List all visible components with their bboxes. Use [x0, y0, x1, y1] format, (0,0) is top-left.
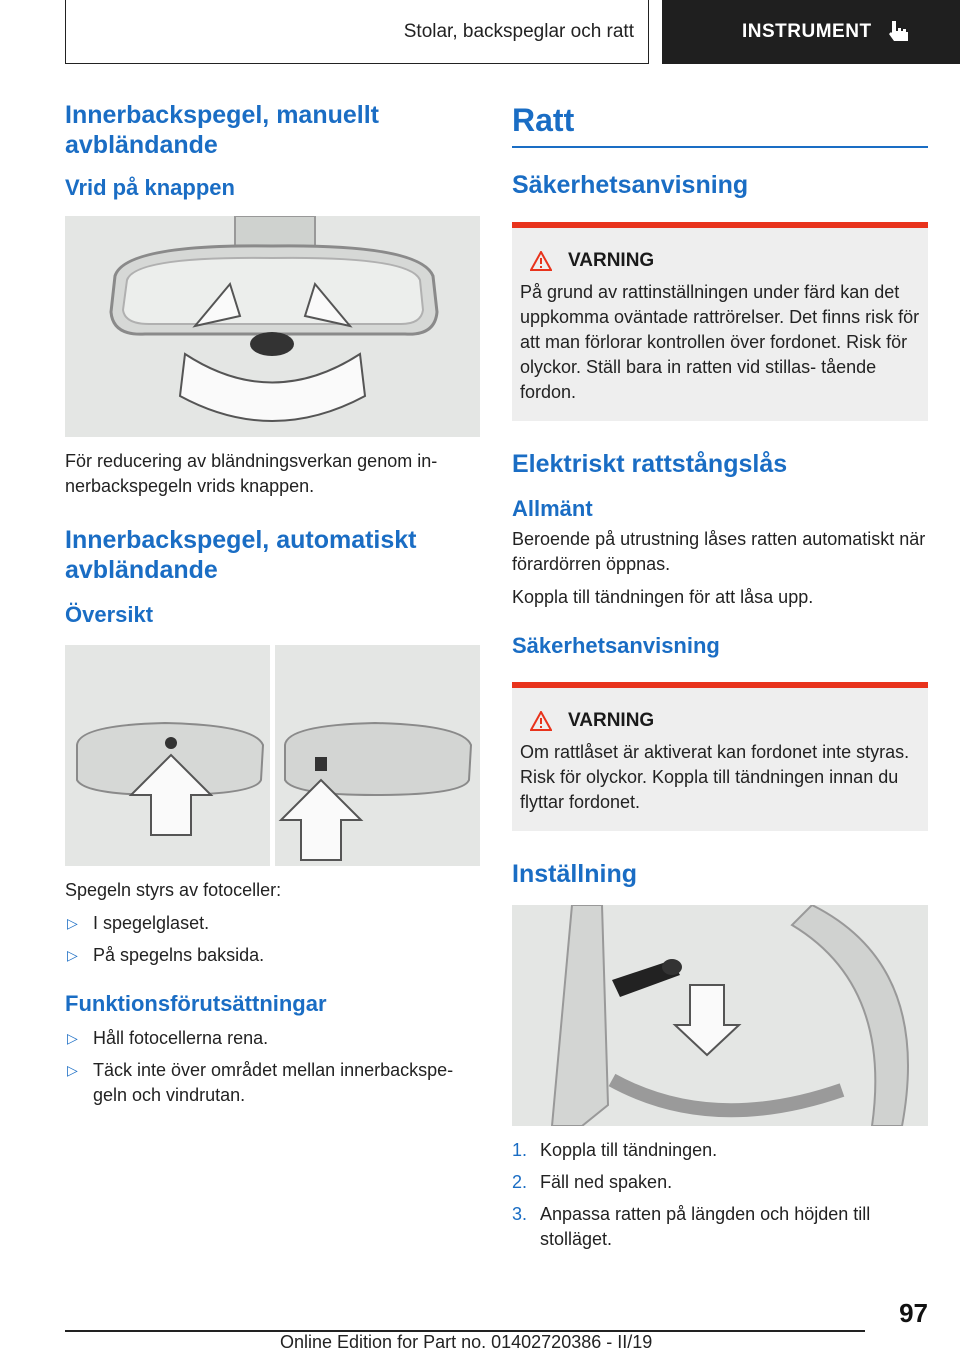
right-column — [512, 100, 928, 1259]
steering-lever-drawing — [512, 905, 928, 1126]
list-item: ▷ I spegelglaset. — [65, 911, 480, 936]
chapter-title: INSTRUMENT — [742, 21, 872, 42]
heading-auto-mirror: Innerbackspegel, automatiskt avbländande — [65, 526, 417, 584]
list-item: 3. Anpassa ratten på längden och höjden till stolläget. — [512, 1204, 871, 1249]
warning-text-2: Om rattlåset är aktiverat kan fordonet inte styras. Risk för olyckor. Koppla till tändningen innan du flyttar fordonet. — [520, 742, 910, 812]
edition-text: Online Edition for Part no. 01402720386 - II/19 — [280, 1332, 653, 1352]
triangle-bullet-icon: ▷ — [67, 947, 78, 963]
list-item: ▷ Täck inte över området mellan innerbackspe- geln och vindrutan. — [67, 1060, 454, 1105]
mirror-knob-drawing — [65, 216, 480, 437]
steering-lever-illustration — [512, 905, 928, 1126]
list-item: ▷ På spegelns baksida. — [65, 943, 480, 968]
triangle-bullet-icon: ▷ — [67, 915, 78, 931]
list-item: ▷ Håll fotocellerna rena. — [65, 1026, 480, 1051]
warning-box-1 — [512, 222, 928, 421]
left-column — [65, 100, 480, 1115]
auto-mirror-illustration — [65, 645, 480, 866]
auto-lock-text: Beroende på utrustning låses ratten automatiskt när förardörren öppnas. — [512, 529, 926, 574]
heading-general: Allmänt — [512, 496, 593, 521]
heading-rule — [512, 146, 928, 148]
triangle-bullet-icon: ▷ — [67, 1030, 78, 1046]
chapter-tab — [662, 0, 960, 64]
heading-turn-knob: Vrid på knappen — [65, 175, 235, 200]
warning-text-1: På grund av rattinställningen under färd kan det uppkomma oväntade rattrörelser. Det finns risk för att man förlorar kontrollen över fordonet. Risk för olyckor. Ställ bara in ratten vid stillas- tående fordon. — [520, 282, 920, 402]
heading-steering-wheel: Ratt — [512, 102, 575, 138]
warning-header: VARNING — [530, 710, 920, 732]
photocell-list — [65, 911, 480, 968]
adjustment-steps — [512, 1138, 928, 1252]
warning-triangle-icon — [530, 711, 552, 731]
photocell-intro: Spegeln styrs av fotoceller: — [65, 880, 282, 900]
heading-adjustment: Inställning — [512, 860, 637, 888]
pointing-hand-icon — [886, 19, 912, 45]
warning-header: VARNING — [530, 250, 920, 272]
heading-safety-1: Säkerhetsanvisning — [512, 171, 749, 199]
list-item: 2. Fäll ned spaken. — [512, 1172, 673, 1192]
warning-triangle-icon — [530, 251, 552, 271]
reduce-glare-text: För reducering av bländningsverkan genom in- nerbackspegeln vrids knappen. — [65, 451, 438, 496]
warning-box-2 — [512, 682, 928, 831]
section-tab — [65, 0, 649, 64]
heading-safety-2: Säkerhetsanvisning — [512, 633, 720, 658]
heading-manual-mirror: Innerbackspegel, manuellt avbländande — [65, 101, 379, 159]
conditions-list — [65, 1026, 480, 1108]
heading-electric-lock: Elektriskt rattstångslås — [512, 450, 788, 478]
heading-overview: Översikt — [65, 602, 154, 627]
mirror-knob-illustration — [65, 216, 480, 437]
section-title: Stolar, backspeglar och ratt — [403, 20, 634, 42]
auto-mirror-drawing — [65, 645, 480, 866]
page-number: 97 — [899, 1298, 928, 1328]
unlock-text: Koppla till tändningen för att låsa upp. — [512, 587, 814, 607]
heading-conditions: Funktionsförutsättningar — [65, 991, 327, 1016]
triangle-bullet-icon: ▷ — [67, 1062, 78, 1078]
list-item: 1. Koppla till tändningen. — [512, 1140, 718, 1160]
